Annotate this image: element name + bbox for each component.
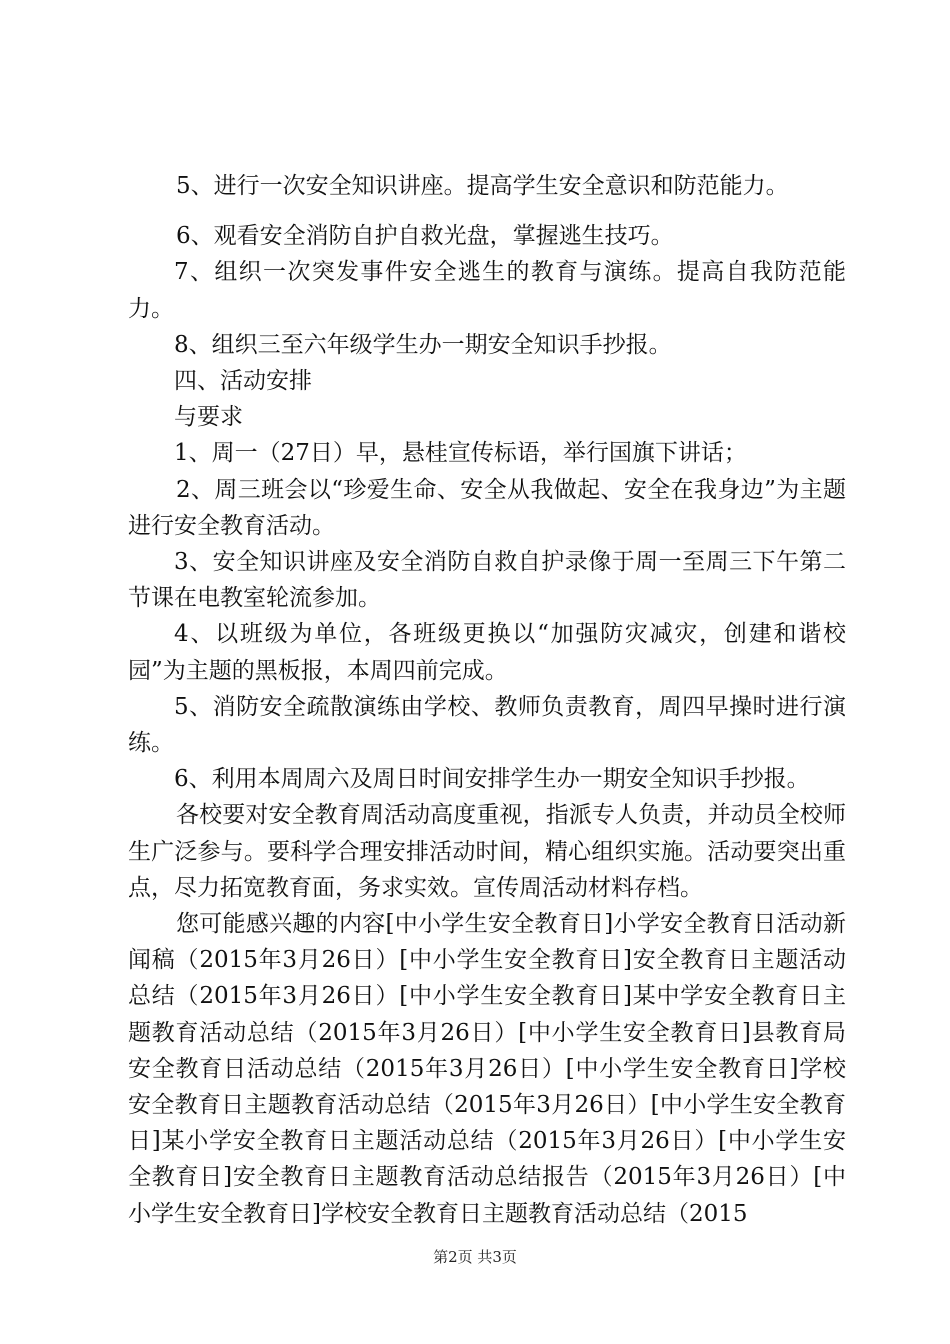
section-heading-continued: 与要求	[174, 404, 243, 431]
page-number-footer: 第2页 共3页	[433, 1248, 517, 1266]
paragraph-item-6-video: 6、观看安全消防自护自救光盘，掌握逃生技巧。	[176, 223, 674, 250]
paragraph-item-8-handcopy: 8、组织三至六年级学生办一期安全知识手抄报。	[174, 331, 672, 358]
schedule-item-6: 6、利用本周周六及周日时间安排学生办一期安全知识手抄报。	[174, 766, 810, 793]
schedule-item-5: 5、消防安全疏散演练由学校、教师负责教育，周四早操时进行演练。	[128, 693, 846, 757]
document-body	[128, 168, 846, 1232]
schedule-item-4: 4、以班级为单位，各班级更换以“加强防灾减灾，创建和谐校园”为主题的黑板报，本周四前完成。	[128, 621, 846, 684]
related-content-paragraph: 您可能感兴趣的内容[中小学生安全教育日]小学安全教育日活动新闻稿（2015年3月26日）[中小学生安全教育日]安全教育日主题活动总结（2015年3月26日）[中小学生安全教育日]某中学安全教育日主题教育活动总结（2015年3月26日）[中小学生安全教育日]县教育局安全教育日活动总结（2015年3月26日）[中小学生安全教育日]学校安全教育日主题教育活动总结（2015年3月26日）[中小学生安全教育日]某小学安全教育日主题活动总结（2015年3月26日）[中小学生安全教育日]安全教育日主题教育活动总结报告（2015年3月26日）[中小学生安全教育日]学校安全教育日主题教育活动总结（2015	[128, 911, 846, 1227]
paragraph-item-5-lecture: 5、进行一次安全知识讲座。提高学生安全意识和防范能力。	[176, 173, 789, 199]
schedule-item-2: 2、周三班会以“珍爱生命、安全从我做起、安全在我身边”为主题进行安全教育活动。	[128, 476, 846, 539]
section-heading: 四、活动安排	[174, 368, 312, 395]
schedule-item-3: 3、安全知识讲座及安全消防自救自护录像于周一至周三下午第二节课在电教室轮流参加。	[128, 549, 846, 612]
schedule-item-1: 1、周一（27日）早，悬桂宣传标语，举行国旗下讲话；	[174, 440, 747, 467]
requirements-paragraph: 各校要对安全教育周活动高度重视，指派专人负责，并动员全校师生广泛参与。要科学合理安排活动时间，精心组织实施。活动要突出重点，尽力拓宽教育面，务求实效。宣传周活动材料存档。	[128, 802, 846, 901]
paragraph-item-7-drill: 7、组织一次突发事件安全逃生的教育与演练。提高自我防范能力。	[128, 259, 846, 322]
